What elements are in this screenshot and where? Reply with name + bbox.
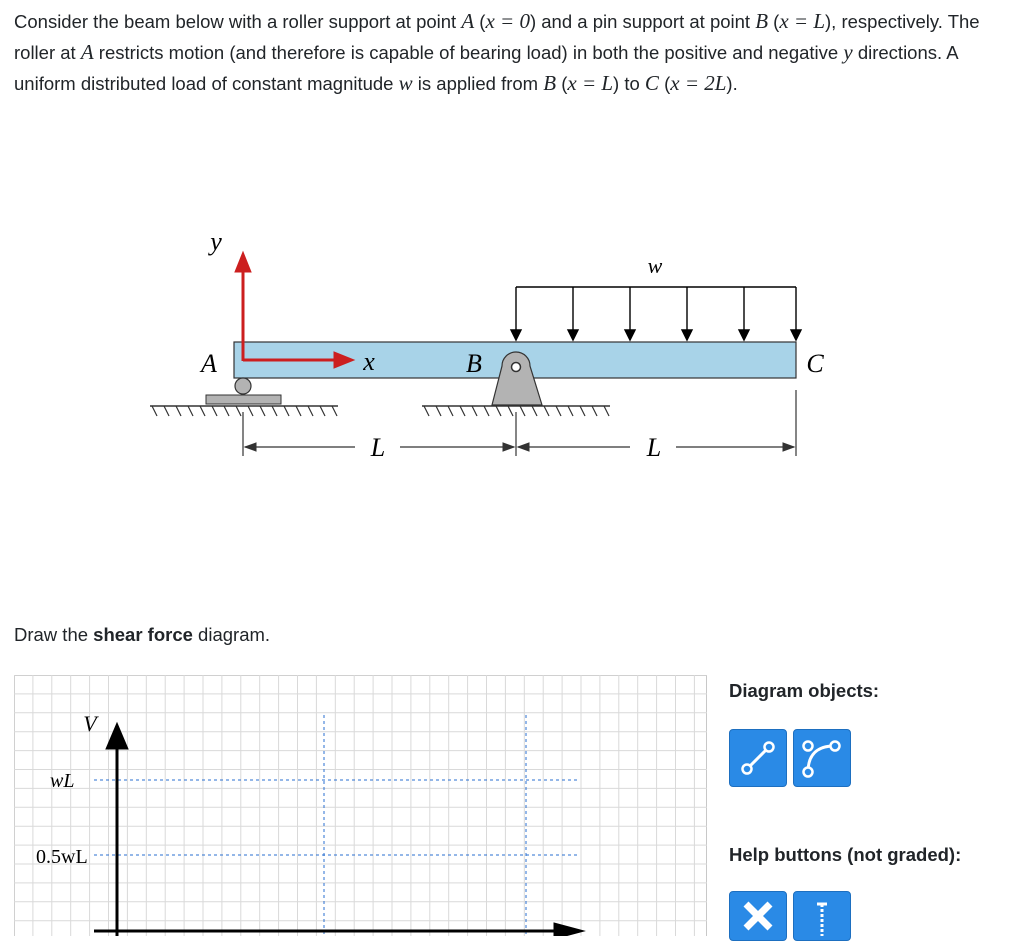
tick-label-wl: wL: [50, 770, 75, 792]
label-dim-1: L: [370, 433, 386, 462]
math-w: w: [398, 71, 413, 95]
problem-text: ) and a pin support at point: [529, 11, 756, 32]
math-x-eq-l: x = L: [779, 9, 826, 33]
label-dim-2: L: [646, 433, 662, 462]
roller-support-a: [150, 378, 338, 416]
math-x-eq-l: x = L: [567, 71, 614, 95]
vertical-line-tool-button[interactable]: [793, 891, 851, 941]
math-y: y: [843, 40, 853, 64]
shear-diagram-canvas[interactable]: [14, 675, 708, 936]
line-segment-icon: [738, 738, 778, 778]
problem-text: is applied from: [412, 73, 544, 94]
instruction-text: diagram.: [192, 624, 271, 645]
math-x-eq-0: x = 0: [485, 9, 530, 33]
curve-tool-button[interactable]: [793, 729, 851, 787]
problem-text: directions. A uniform distributed load of constant magnitude: [14, 42, 958, 94]
instruction-text: Draw the: [14, 624, 94, 645]
help-buttons-title: Help buttons (not graded):: [729, 844, 962, 865]
problem-text: ) to: [613, 73, 645, 94]
tick-label-half-wl: 0.5wL: [36, 846, 88, 868]
label-point-b: B: [466, 349, 482, 378]
math-point-a: A: [461, 9, 475, 33]
instruction: [14, 624, 270, 646]
problem-text: (: [474, 11, 486, 32]
problem-text: ).: [726, 73, 738, 94]
beam-figure: [140, 220, 840, 470]
label-y: y: [210, 227, 222, 256]
problem-text: (: [556, 73, 568, 94]
label-point-c: C: [806, 349, 824, 378]
diagram-objects-title: Diagram objects:: [729, 680, 880, 701]
problem-text: Consider the beam below with a roller support at point: [14, 11, 462, 32]
delete-tool-button[interactable]: [729, 891, 787, 941]
line-segment-tool-button[interactable]: [729, 729, 787, 787]
problem-text: (: [768, 11, 780, 32]
math-point-c: C: [644, 71, 659, 95]
label-point-a: A: [201, 349, 217, 378]
problem-text: restricts motion (and therefore is capable of bearing load) in both the positive and negative: [93, 42, 844, 63]
curve-icon: [798, 736, 846, 780]
v-axis-label: V: [83, 711, 97, 736]
math-point-b: B: [543, 71, 557, 95]
math-x-eq-2l: x = 2L: [670, 71, 727, 95]
problem-text: ), respectively. The roller at: [14, 11, 980, 63]
vertical-dashed-line-icon: [802, 896, 842, 936]
label-w: w: [647, 253, 663, 278]
problem-text: (: [658, 73, 671, 94]
problem-statement: [14, 6, 1014, 99]
close-icon: [738, 896, 778, 936]
instruction-bold: shear force: [93, 624, 193, 645]
math-point-a: A: [80, 40, 94, 64]
math-point-b: B: [755, 9, 769, 33]
label-x: x: [363, 347, 375, 376]
distributed-load: [511, 287, 801, 340]
